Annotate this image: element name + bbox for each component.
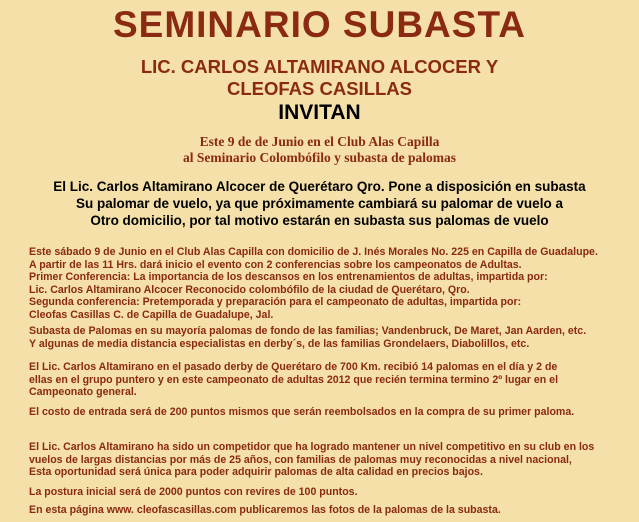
body-line: Cleofas Casillas C. de Capilla de Guadalupe, Jal. bbox=[29, 308, 274, 321]
event-details-paragraph bbox=[29, 246, 629, 321]
achievements-paragraph bbox=[29, 361, 629, 399]
body-line: Esta oportunidad será única para poder adquirir palomas de alta calidad en precios bajos. bbox=[29, 466, 483, 478]
announcement-text bbox=[0, 178, 639, 229]
body-line: Segunda conferencia: Pretemporada y preparación para el campeonato de adultas, impartida por: bbox=[29, 296, 522, 308]
auction-families-paragraph bbox=[29, 325, 629, 350]
body-line: En esta página www. cleofascasillas.com publicaremos las fotos de la palomas de la subasta. bbox=[29, 504, 501, 516]
invitan-heading: INVITAN bbox=[278, 101, 361, 124]
body-line: Campeonato general. bbox=[29, 386, 137, 398]
body-line: Este sábado 9 de Junio en el Club Alas Capilla con domicilio de J. Inés Morales No. 225 en Capilla de Guadalupe. bbox=[29, 246, 598, 258]
announcement-line-3: Otro domicilio, por tal motivo estarán en subasta sus palomas de vuelo bbox=[90, 213, 549, 228]
announcement-line-1: El Lic. Carlos Altamirano Alcocer de Querétaro Qro. Pone a disposición en subasta bbox=[53, 179, 586, 194]
body-line: Lic. Carlos Altamirano Alcocer Reconocido colombófilo de la ciudad de Querétaro, Qro. bbox=[29, 283, 470, 296]
body-line: El Lic. Carlos Altamirano en el pasado derby de Querétaro de 700 Km. recibió 14 palomas en el día y 2 de bbox=[29, 361, 558, 373]
organizers-heading bbox=[0, 56, 639, 100]
entry-cost-paragraph bbox=[29, 406, 629, 419]
body-line: A partir de las 11 Hrs. dará inicio el evento con 2 conferencias sobre los campeonatos de Adultas. bbox=[29, 258, 522, 271]
competitor-paragraph bbox=[29, 441, 629, 479]
intro-line-1: Este 9 de de Junio en el Club Alas Capilla bbox=[199, 134, 440, 149]
body-line: El Lic. Carlos Altamirano ha sido un competidor que ha logrado mantener un nivel competitivo en su club en los bbox=[29, 441, 595, 453]
intro-line-2: al Seminario Colombófilo y subasta de palomas bbox=[182, 149, 457, 165]
body-line: vuelos de largas distancias por más de 25 años, con familias de palomas muy reconocidas a nivel nacional, bbox=[29, 453, 572, 466]
organizers-line-2: CLEOFAS CASILLAS bbox=[226, 78, 412, 99]
body-line: Primer Conferencia: La importancia de los descansos en los entrenamientos de adultas, impartida por: bbox=[29, 271, 548, 283]
organizers-line-1: LIC. CARLOS ALTAMIRANO ALCOCER Y bbox=[140, 56, 499, 77]
intro-text bbox=[0, 134, 639, 165]
body-line: El costo de entrada será de 200 puntos mismos que serán reembolsados en la compra de su primer paloma. bbox=[29, 406, 575, 418]
announcement-line-2: Su palomar de vuelo, ya que próximamente cambiará su palomar de vuelo a bbox=[76, 196, 563, 211]
page-title: SEMINARIO SUBASTA bbox=[112, 4, 527, 45]
body-line: Y algunas de media distancia especialistas en derby´s, de las familias Grondelaers, Diabolillos, etc. bbox=[29, 337, 530, 350]
starting-bid-paragraph bbox=[29, 486, 629, 499]
body-line: La postura inicial será de 2000 puntos con revires de 100 puntos. bbox=[29, 486, 358, 498]
website-paragraph bbox=[29, 504, 629, 517]
body-line: ellas en el grupo puntero y en este campeonato de adultas 2012 que recién termina termino 2º lugar en el bbox=[29, 373, 559, 386]
body-line: Subasta de Palomas en su mayoría palomas de fondo de las familias; Vandenbruck, De Maret, Jan Aarden, etc. bbox=[29, 325, 587, 337]
